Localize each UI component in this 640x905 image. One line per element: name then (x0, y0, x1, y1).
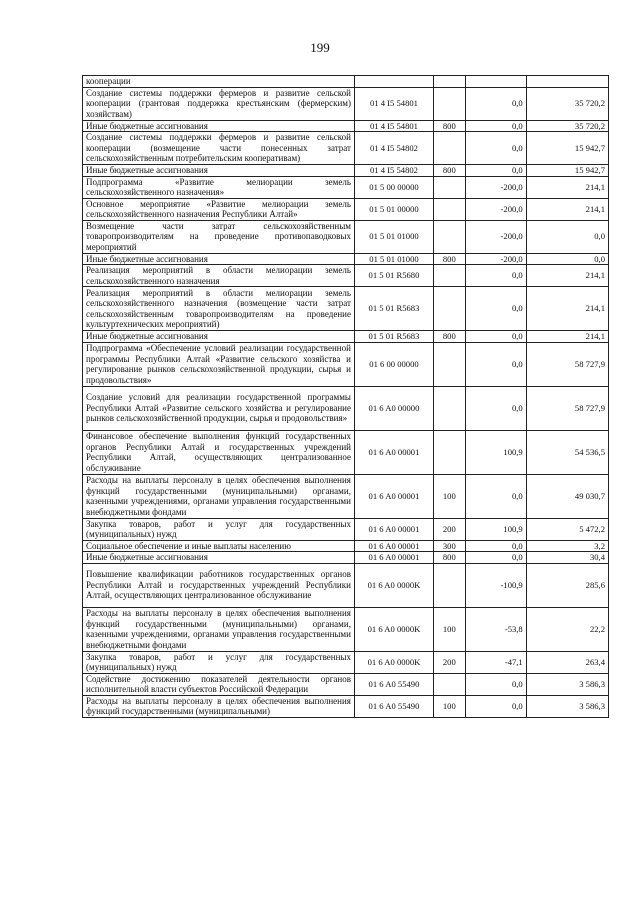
row-expense-type-cell (434, 132, 466, 165)
row-expense-type-cell (434, 430, 466, 474)
row-csr-code-cell: 01 5 01 00000 (354, 198, 433, 220)
row-csr-code-cell: 01 6 A0 0000K (354, 563, 433, 607)
row-csr-code-cell: 01 4 I5 54802 (354, 132, 433, 165)
row-change-amount-cell: -200,0 (465, 220, 526, 253)
table-row (83, 220, 609, 253)
row-csr-code-cell: 01 5 01 01000 (354, 220, 433, 253)
table-row (83, 198, 609, 220)
table-row (83, 552, 609, 564)
row-csr-code-cell: 01 5 01 R5683 (354, 287, 433, 331)
table-row (83, 342, 609, 386)
row-csr-code-cell: 01 6 A0 0000K (354, 607, 433, 651)
row-total-amount-cell: 58 727,9 (526, 386, 608, 430)
row-name-cell: Подпрограмма «Развитие мелиорации земель сельскохозяйственного назначения» (83, 176, 355, 198)
row-expense-type-cell: 300 (434, 540, 466, 552)
row-csr-code-cell: 01 5 01 R5683 (354, 331, 433, 343)
row-expense-type-cell: 800 (434, 120, 466, 132)
row-total-amount-cell: 263,4 (526, 651, 608, 673)
row-csr-code-cell: 01 4 I5 54802 (354, 165, 433, 177)
row-name-cell: Иные бюджетные ассигнования (83, 120, 355, 132)
row-name-cell: Реализация мероприятий в области мелиорации земель сельскохозяйственного назначения (83, 265, 355, 287)
row-csr-code-cell: 01 6 00 00000 (354, 342, 433, 386)
row-change-amount-cell: -47,1 (465, 651, 526, 673)
table-row (83, 518, 609, 540)
table-row (83, 287, 609, 331)
budget-table (82, 75, 609, 718)
row-change-amount-cell: -100,9 (465, 563, 526, 607)
row-total-amount-cell: 22,2 (526, 607, 608, 651)
row-name-cell: Социальное обеспечение и иные выплаты населению (83, 540, 355, 552)
row-name-cell: Содействие достижению показателей деятельности органов исполнительной власти субъектов Российской Федерации (83, 673, 355, 695)
row-change-amount-cell: -200,0 (465, 253, 526, 265)
row-name-cell: Закупка товаров, работ и услуг для государственных (муниципальных) нужд (83, 651, 355, 673)
table-row (83, 165, 609, 177)
row-expense-type-cell: 800 (434, 552, 466, 564)
table-row (83, 540, 609, 552)
row-total-amount-cell: 58 727,9 (526, 342, 608, 386)
row-csr-code-cell: 01 6 A0 0000K (354, 651, 433, 673)
row-total-amount-cell: 49 030,7 (526, 474, 608, 518)
row-change-amount-cell: 0,0 (465, 695, 526, 717)
row-expense-type-cell: 100 (434, 695, 466, 717)
row-name-cell: Основное мероприятие «Развитие мелиорации земель сельскохозяйственного назначения Республики Алтай» (83, 198, 355, 220)
row-change-amount-cell: 0,0 (465, 120, 526, 132)
row-change-amount-cell: -53,8 (465, 607, 526, 651)
row-change-amount-cell: 0,0 (465, 287, 526, 331)
row-total-amount-cell: 15 942,7 (526, 132, 608, 165)
row-change-amount-cell: 0,0 (465, 540, 526, 552)
row-name-cell: Расходы на выплаты персоналу в целях обеспечения выполнения функций государственными (муниципальными) (83, 695, 355, 717)
row-name-cell: Закупка товаров, работ и услуг для государственных (муниципальных) нужд (83, 518, 355, 540)
table-row (83, 430, 609, 474)
row-expense-type-cell (434, 198, 466, 220)
row-change-amount-cell: 0,0 (465, 132, 526, 165)
row-name-cell: Реализация мероприятий в области мелиорации земель сельскохозяйственного назначения (возмещение части затрат сельскохозяйственным товаропроизводителям на проведение культуртехнических мероприятий) (83, 287, 355, 331)
row-csr-code-cell: 01 6 A0 00001 (354, 430, 433, 474)
row-name-cell: Расходы на выплаты персоналу в целях обеспечения выполнения функций государственными (муниципальными) органами, казенными учреждениями, органами управления государственными внебюджетными фондами (83, 474, 355, 518)
row-expense-type-cell (434, 220, 466, 253)
row-expense-type-cell (434, 76, 466, 88)
row-total-amount-cell: 3 586,3 (526, 695, 608, 717)
row-total-amount-cell: 0,0 (526, 253, 608, 265)
table-row (83, 132, 609, 165)
row-expense-type-cell: 800 (434, 165, 466, 177)
row-expense-type-cell: 200 (434, 651, 466, 673)
row-total-amount-cell: 15 942,7 (526, 165, 608, 177)
table-row (83, 253, 609, 265)
table-row (83, 607, 609, 651)
row-expense-type-cell (434, 176, 466, 198)
row-name-cell: Создание системы поддержки фермеров и развитие сельской кооперации (возмещение части понесенных затрат сельскохозяйственным потребительским кооперативам) (83, 132, 355, 165)
row-name-cell: Иные бюджетные ассигнования (83, 552, 355, 564)
row-expense-type-cell (434, 342, 466, 386)
row-total-amount-cell: 214,1 (526, 287, 608, 331)
row-expense-type-cell (434, 287, 466, 331)
table-row (83, 563, 609, 607)
row-csr-code-cell (354, 76, 433, 88)
row-change-amount-cell: 0,0 (465, 342, 526, 386)
table-row (83, 76, 609, 88)
row-expense-type-cell: 800 (434, 253, 466, 265)
row-csr-code-cell: 01 6 A0 00001 (354, 540, 433, 552)
row-name-cell: Возмещение части затрат сельскохозяйственным товаропроизводителям на проведение противопаводковых мероприятий (83, 220, 355, 253)
row-total-amount-cell: 214,1 (526, 176, 608, 198)
row-change-amount-cell: 100,9 (465, 430, 526, 474)
row-csr-code-cell: 01 4 I5 54801 (354, 120, 433, 132)
row-csr-code-cell: 01 5 00 00000 (354, 176, 433, 198)
row-total-amount-cell: 54 536,5 (526, 430, 608, 474)
row-change-amount-cell: 0,0 (465, 331, 526, 343)
table-row (83, 120, 609, 132)
row-total-amount-cell: 214,1 (526, 331, 608, 343)
row-expense-type-cell (434, 265, 466, 287)
table-row (83, 265, 609, 287)
row-expense-type-cell: 100 (434, 607, 466, 651)
row-total-amount-cell: 5 472,2 (526, 518, 608, 540)
row-name-cell: Иные бюджетные ассигнования (83, 331, 355, 343)
table-row (83, 695, 609, 717)
row-csr-code-cell: 01 5 01 01000 (354, 253, 433, 265)
row-name-cell: Создание условий для реализации государственной программы Республики Алтай «Развитие сельского хозяйства и регулирование рынков сельскохозяйственной продукции, сырья и продовольствия» (83, 386, 355, 430)
table-row (83, 176, 609, 198)
row-total-amount-cell: 0,0 (526, 220, 608, 253)
row-name-cell: Иные бюджетные ассигнования (83, 165, 355, 177)
row-csr-code-cell: 01 6 A0 55490 (354, 673, 433, 695)
row-total-amount-cell (526, 76, 608, 88)
table-row (83, 386, 609, 430)
row-csr-code-cell: 01 5 01 R5680 (354, 265, 433, 287)
row-csr-code-cell: 01 6 A0 00001 (354, 552, 433, 564)
table-row (83, 673, 609, 695)
row-change-amount-cell: 0,0 (465, 165, 526, 177)
row-csr-code-cell: 01 6 A0 00000 (354, 386, 433, 430)
row-change-amount-cell: -200,0 (465, 198, 526, 220)
row-expense-type-cell: 200 (434, 518, 466, 540)
row-change-amount-cell: -200,0 (465, 176, 526, 198)
row-name-cell: Расходы на выплаты персоналу в целях обеспечения выполнения функций государственными (муниципальными) органами, казенными учреждениями, органами управления государственными внебюджетными фондами (83, 607, 355, 651)
row-total-amount-cell: 35 720,2 (526, 120, 608, 132)
row-name-cell: Иные бюджетные ассигнования (83, 253, 355, 265)
row-csr-code-cell: 01 6 A0 55490 (354, 695, 433, 717)
row-expense-type-cell (434, 673, 466, 695)
row-change-amount-cell: 0,0 (465, 673, 526, 695)
page-number: 199 (310, 40, 330, 55)
row-total-amount-cell: 214,1 (526, 198, 608, 220)
row-total-amount-cell: 35 720,2 (526, 87, 608, 120)
row-change-amount-cell (465, 76, 526, 88)
row-csr-code-cell: 01 6 A0 00001 (354, 518, 433, 540)
row-name-cell: Создание системы поддержки фермеров и развитие сельской кооперации (грантовая поддержка крестьянским (фермерским) хозяйствам) (83, 87, 355, 120)
row-name-cell: Финансовое обеспечение выполнения функций государственных органов Республики Алтай и государственных учреждений Республики Алтай, осуществляющих централизованное обслуживание (83, 430, 355, 474)
table-row (83, 474, 609, 518)
table-row (83, 331, 609, 343)
row-expense-type-cell (434, 563, 466, 607)
budget-rows (83, 76, 609, 718)
row-name-cell: Подпрограмма «Обеспечение условий реализации государственной программы Республики Алтай «Развитие сельского хозяйства и регулирование рынков сельскохозяйственной продукции, сырья и продовольствия» (83, 342, 355, 386)
row-total-amount-cell: 214,1 (526, 265, 608, 287)
row-change-amount-cell: 0,0 (465, 552, 526, 564)
row-total-amount-cell: 285,6 (526, 563, 608, 607)
row-total-amount-cell: 30,4 (526, 552, 608, 564)
row-expense-type-cell (434, 386, 466, 430)
row-change-amount-cell: 100,9 (465, 518, 526, 540)
row-total-amount-cell: 3 586,3 (526, 673, 608, 695)
table-row (83, 87, 609, 120)
row-name-cell: Повышение квалификации работников государственных органов Республики Алтай и государственных учреждений Республики Алтай, осуществляющих централизованное обслуживание (83, 563, 355, 607)
row-change-amount-cell: 0,0 (465, 87, 526, 120)
row-change-amount-cell: 0,0 (465, 474, 526, 518)
row-name-cell: кооперации (83, 76, 355, 88)
row-expense-type-cell: 800 (434, 331, 466, 343)
row-change-amount-cell: 0,0 (465, 265, 526, 287)
row-change-amount-cell: 0,0 (465, 386, 526, 430)
row-csr-code-cell: 01 4 I5 54801 (354, 87, 433, 120)
row-total-amount-cell: 3,2 (526, 540, 608, 552)
table-row (83, 651, 609, 673)
row-expense-type-cell (434, 87, 466, 120)
row-expense-type-cell: 100 (434, 474, 466, 518)
row-csr-code-cell: 01 6 A0 00001 (354, 474, 433, 518)
